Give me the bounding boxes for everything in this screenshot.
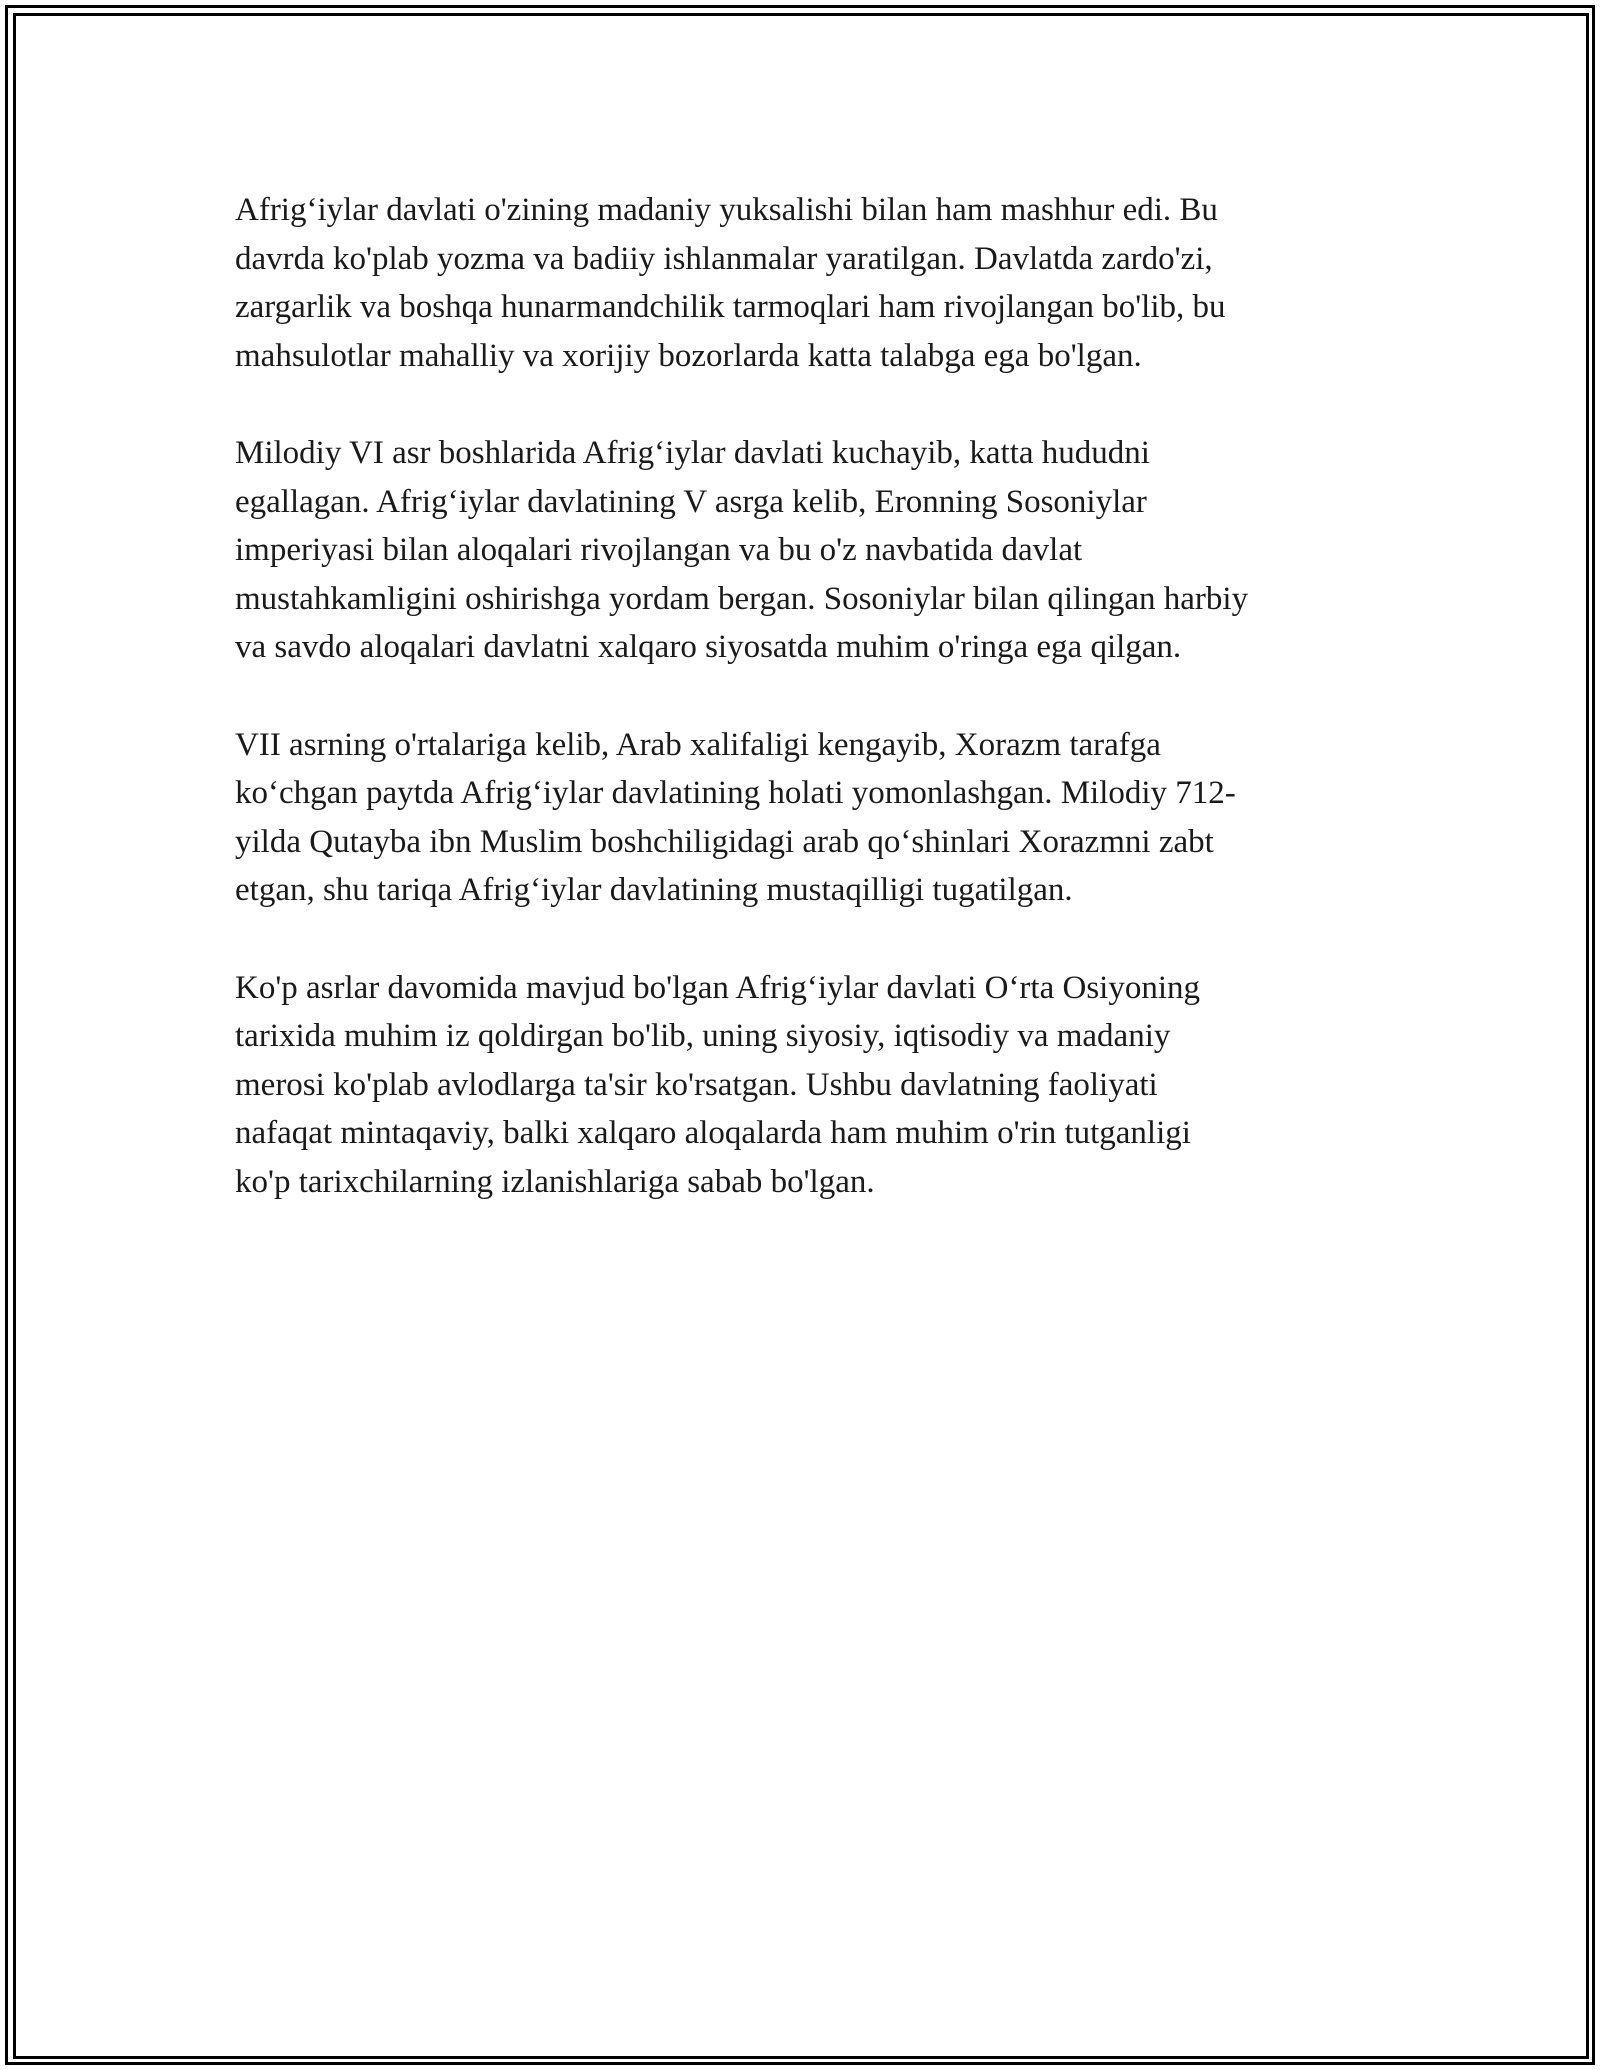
paragraph-4: Ko'p asrlar davomida mavjud bo'lgan Afrig‘iylar davlati O‘rta Osiyoning tarixida muhim iz qoldirgan bo'lib, uning siyosiy, iqtisodiy va madaniy merosi ko'plab avlodlarga ta'sir ko'rsatgan. Ushbu davlatning faoliyati nafaqat mintaqaviy, balki xalqaro aloqalarda ham muhim o'rin tutganligi ko'p tarixchilarning izlanishlariga sabab bo'lgan.	[235, 969, 1200, 1200]
paragraph-2: Milodiy VI asr boshlarida Afrig‘iylar davlati kuchayib, katta hududni egallagan. Afrig‘iylar davlatining V asrga kelib, Eronning Sosoniylar imperiyasi bilan aloqalari rivojlangan va bu o'z navbatida davlat mustahkamligini oshirishga yordam bergan. Sosoniylar bilan qilingan harbiy va savdo aloqalari davlatni xalqaro siyosatda muhim o'ringa ega qilgan.	[235, 435, 1249, 665]
paragraph-3: VII asrning o'rtalariga kelib, Arab xalifaligi kengayib, Xorazm tarafga ko‘chgan paytda Afrig‘iylar davlatining holati yomonlashgan. Milodiy 712- yilda Qutayba ibn Muslim boshchiligidagi arab qo‘shinlari Xorazmni zabt etgan, shu tariqa Afrig‘iylar davlatining mustaqilligi tugatilgan.	[235, 726, 1236, 908]
document-body	[235, 186, 1375, 1255]
paragraph-1: Afrig‘iylar davlati o'zining madaniy yuksalishi bilan ham mashhur edi. Bu davrda ko'plab yozma va badiiy ishlanmalar yaratilgan. Davlatda zardo'zi, zargarlik va boshqa hunarmandchilik tarmoqlari ham rivojlangan bo'lib, bu mahsulotlar mahalliy va xorijiy bozorlarda katta talabga ega bo'lgan.	[235, 192, 1226, 374]
